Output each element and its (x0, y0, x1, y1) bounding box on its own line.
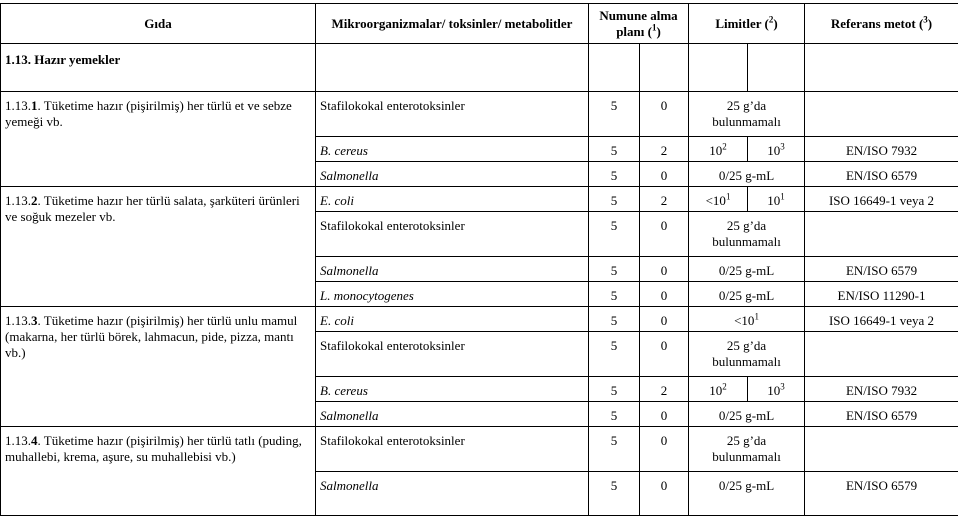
reference-method-cell: EN/ISO 6579 (805, 162, 958, 187)
microorganism-cell: Stafilokokal enterotoksinler (316, 427, 589, 472)
sample-n-cell: 5 (589, 402, 640, 427)
sample-c-cell: 0 (640, 212, 689, 257)
header-row (1, 4, 958, 44)
section-row (1, 44, 958, 92)
reference-method-cell (805, 212, 958, 257)
header-micro: Mikroorganizmalar/ toksinler/ metabolitler (316, 4, 589, 44)
header-sampling-plan: Numune alma planı ($^1$) (589, 4, 689, 44)
sample-c-cell: 0 (640, 332, 689, 377)
food-cell: 1.13.1. Tüketime hazır (pişirilmiş) her türlü et ve sebze yemeği vb. (1, 92, 316, 187)
reference-method-cell: ISO 16649-1 veya 2 (805, 307, 958, 332)
limit-m-cell: $10^2$ (689, 377, 748, 402)
limit-cell: 25 g’da bulunmamalı (689, 212, 805, 257)
sample-n-cell: 5 (589, 377, 640, 402)
microorganism-cell: Salmonella (316, 402, 589, 427)
sample-c-cell: 0 (640, 257, 689, 282)
reference-method-cell (805, 92, 958, 137)
sample-n-cell: 5 (589, 212, 640, 257)
limit-M-cell: $10^3$ (748, 137, 805, 162)
microorganism-cell: B. cereus (316, 377, 589, 402)
limit-M-cell: $10^3$ (748, 377, 805, 402)
limit-cell: 25 g’da bulunmamalı (689, 332, 805, 377)
sample-n-cell: 5 (589, 472, 640, 516)
limit-cell: $<10^1$ (689, 307, 805, 332)
sample-n-cell: 5 (589, 137, 640, 162)
microorganism-cell: Salmonella (316, 472, 589, 516)
microorganism-cell: Salmonella (316, 162, 589, 187)
reference-method-cell: EN/ISO 11290-1 (805, 282, 958, 307)
sample-n-cell: 5 (589, 257, 640, 282)
table-row (1, 427, 958, 472)
food-cell: 1.13.4. Tüketime hazır (pişirilmiş) her türlü tatlı (puding, muhallebi, krema, aşure, su muhallebisi vb.) (1, 427, 316, 516)
sample-c-cell: 0 (640, 282, 689, 307)
empty-cell (589, 44, 640, 92)
reference-method-cell: ISO 16649-1 veya 2 (805, 187, 958, 212)
microorganism-cell: Salmonella (316, 257, 589, 282)
table-row (1, 307, 958, 332)
table-row (1, 187, 958, 212)
limit-m-cell: $10^2$ (689, 137, 748, 162)
header-food: Gıda (1, 4, 316, 44)
empty-cell (316, 44, 589, 92)
limit-m-cell: $<10^1$ (689, 187, 748, 212)
limit-cell: 25 g’da bulunmamalı (689, 92, 805, 137)
food-cell: 1.13.2. Tüketime hazır her türlü salata, şarküteri ürünleri ve soğuk mezeler vb. (1, 187, 316, 307)
microorganism-cell: E. coli (316, 187, 589, 212)
reference-method-cell: EN/ISO 7932 (805, 377, 958, 402)
sample-c-cell: 2 (640, 137, 689, 162)
sample-c-cell: 0 (640, 427, 689, 472)
limit-cell: 0/25 g-mL (689, 402, 805, 427)
sample-n-cell: 5 (589, 282, 640, 307)
microorganism-cell: Stafilokokal enterotoksinler (316, 92, 589, 137)
sample-n-cell: 5 (589, 187, 640, 212)
sample-c-cell: 2 (640, 187, 689, 212)
limit-cell: 0/25 g-mL (689, 257, 805, 282)
sample-c-cell: 2 (640, 377, 689, 402)
limit-M-cell: $10^1$ (748, 187, 805, 212)
sample-c-cell: 0 (640, 402, 689, 427)
empty-cell (748, 44, 805, 92)
reference-method-cell: EN/ISO 6579 (805, 472, 958, 516)
reference-method-cell: EN/ISO 7932 (805, 137, 958, 162)
empty-cell (640, 44, 689, 92)
empty-cell (689, 44, 748, 92)
reference-method-cell (805, 332, 958, 377)
sample-c-cell: 0 (640, 92, 689, 137)
sample-c-cell: 0 (640, 472, 689, 516)
limit-cell: 25 g’da bulunmamalı (689, 427, 805, 472)
microorganism-cell: B. cereus (316, 137, 589, 162)
reference-method-cell (805, 427, 958, 472)
limit-cell: 0/25 g-mL (689, 472, 805, 516)
microorganism-cell: Stafilokokal enterotoksinler (316, 212, 589, 257)
section-title: 1.13. Hazır yemekler (1, 44, 316, 92)
sample-c-cell: 0 (640, 162, 689, 187)
reference-method-cell: EN/ISO 6579 (805, 402, 958, 427)
food-cell: 1.13.3. Tüketime hazır (pişirilmiş) her türlü unlu mamul (makarna, her türlü börek, lahmacun, pide, pizza, mantı vb.) (1, 307, 316, 427)
sample-n-cell: 5 (589, 307, 640, 332)
microorganism-cell: E. coli (316, 307, 589, 332)
empty-cell (805, 44, 958, 92)
sample-n-cell: 5 (589, 92, 640, 137)
header-limits: Limitler ($^2$) (689, 4, 805, 44)
limit-cell: 0/25 g-mL (689, 282, 805, 307)
microorganism-cell: L. monocytogenes (316, 282, 589, 307)
sample-c-cell: 0 (640, 307, 689, 332)
limit-cell: 0/25 g-mL (689, 162, 805, 187)
table-row (1, 92, 958, 137)
reference-method-cell: EN/ISO 6579 (805, 257, 958, 282)
sample-n-cell: 5 (589, 332, 640, 377)
microbiological-criteria-table (0, 3, 958, 516)
header-reference-method: Referans metot ($^3$) (805, 4, 958, 44)
sample-n-cell: 5 (589, 427, 640, 472)
microorganism-cell: Stafilokokal enterotoksinler (316, 332, 589, 377)
sample-n-cell: 5 (589, 162, 640, 187)
